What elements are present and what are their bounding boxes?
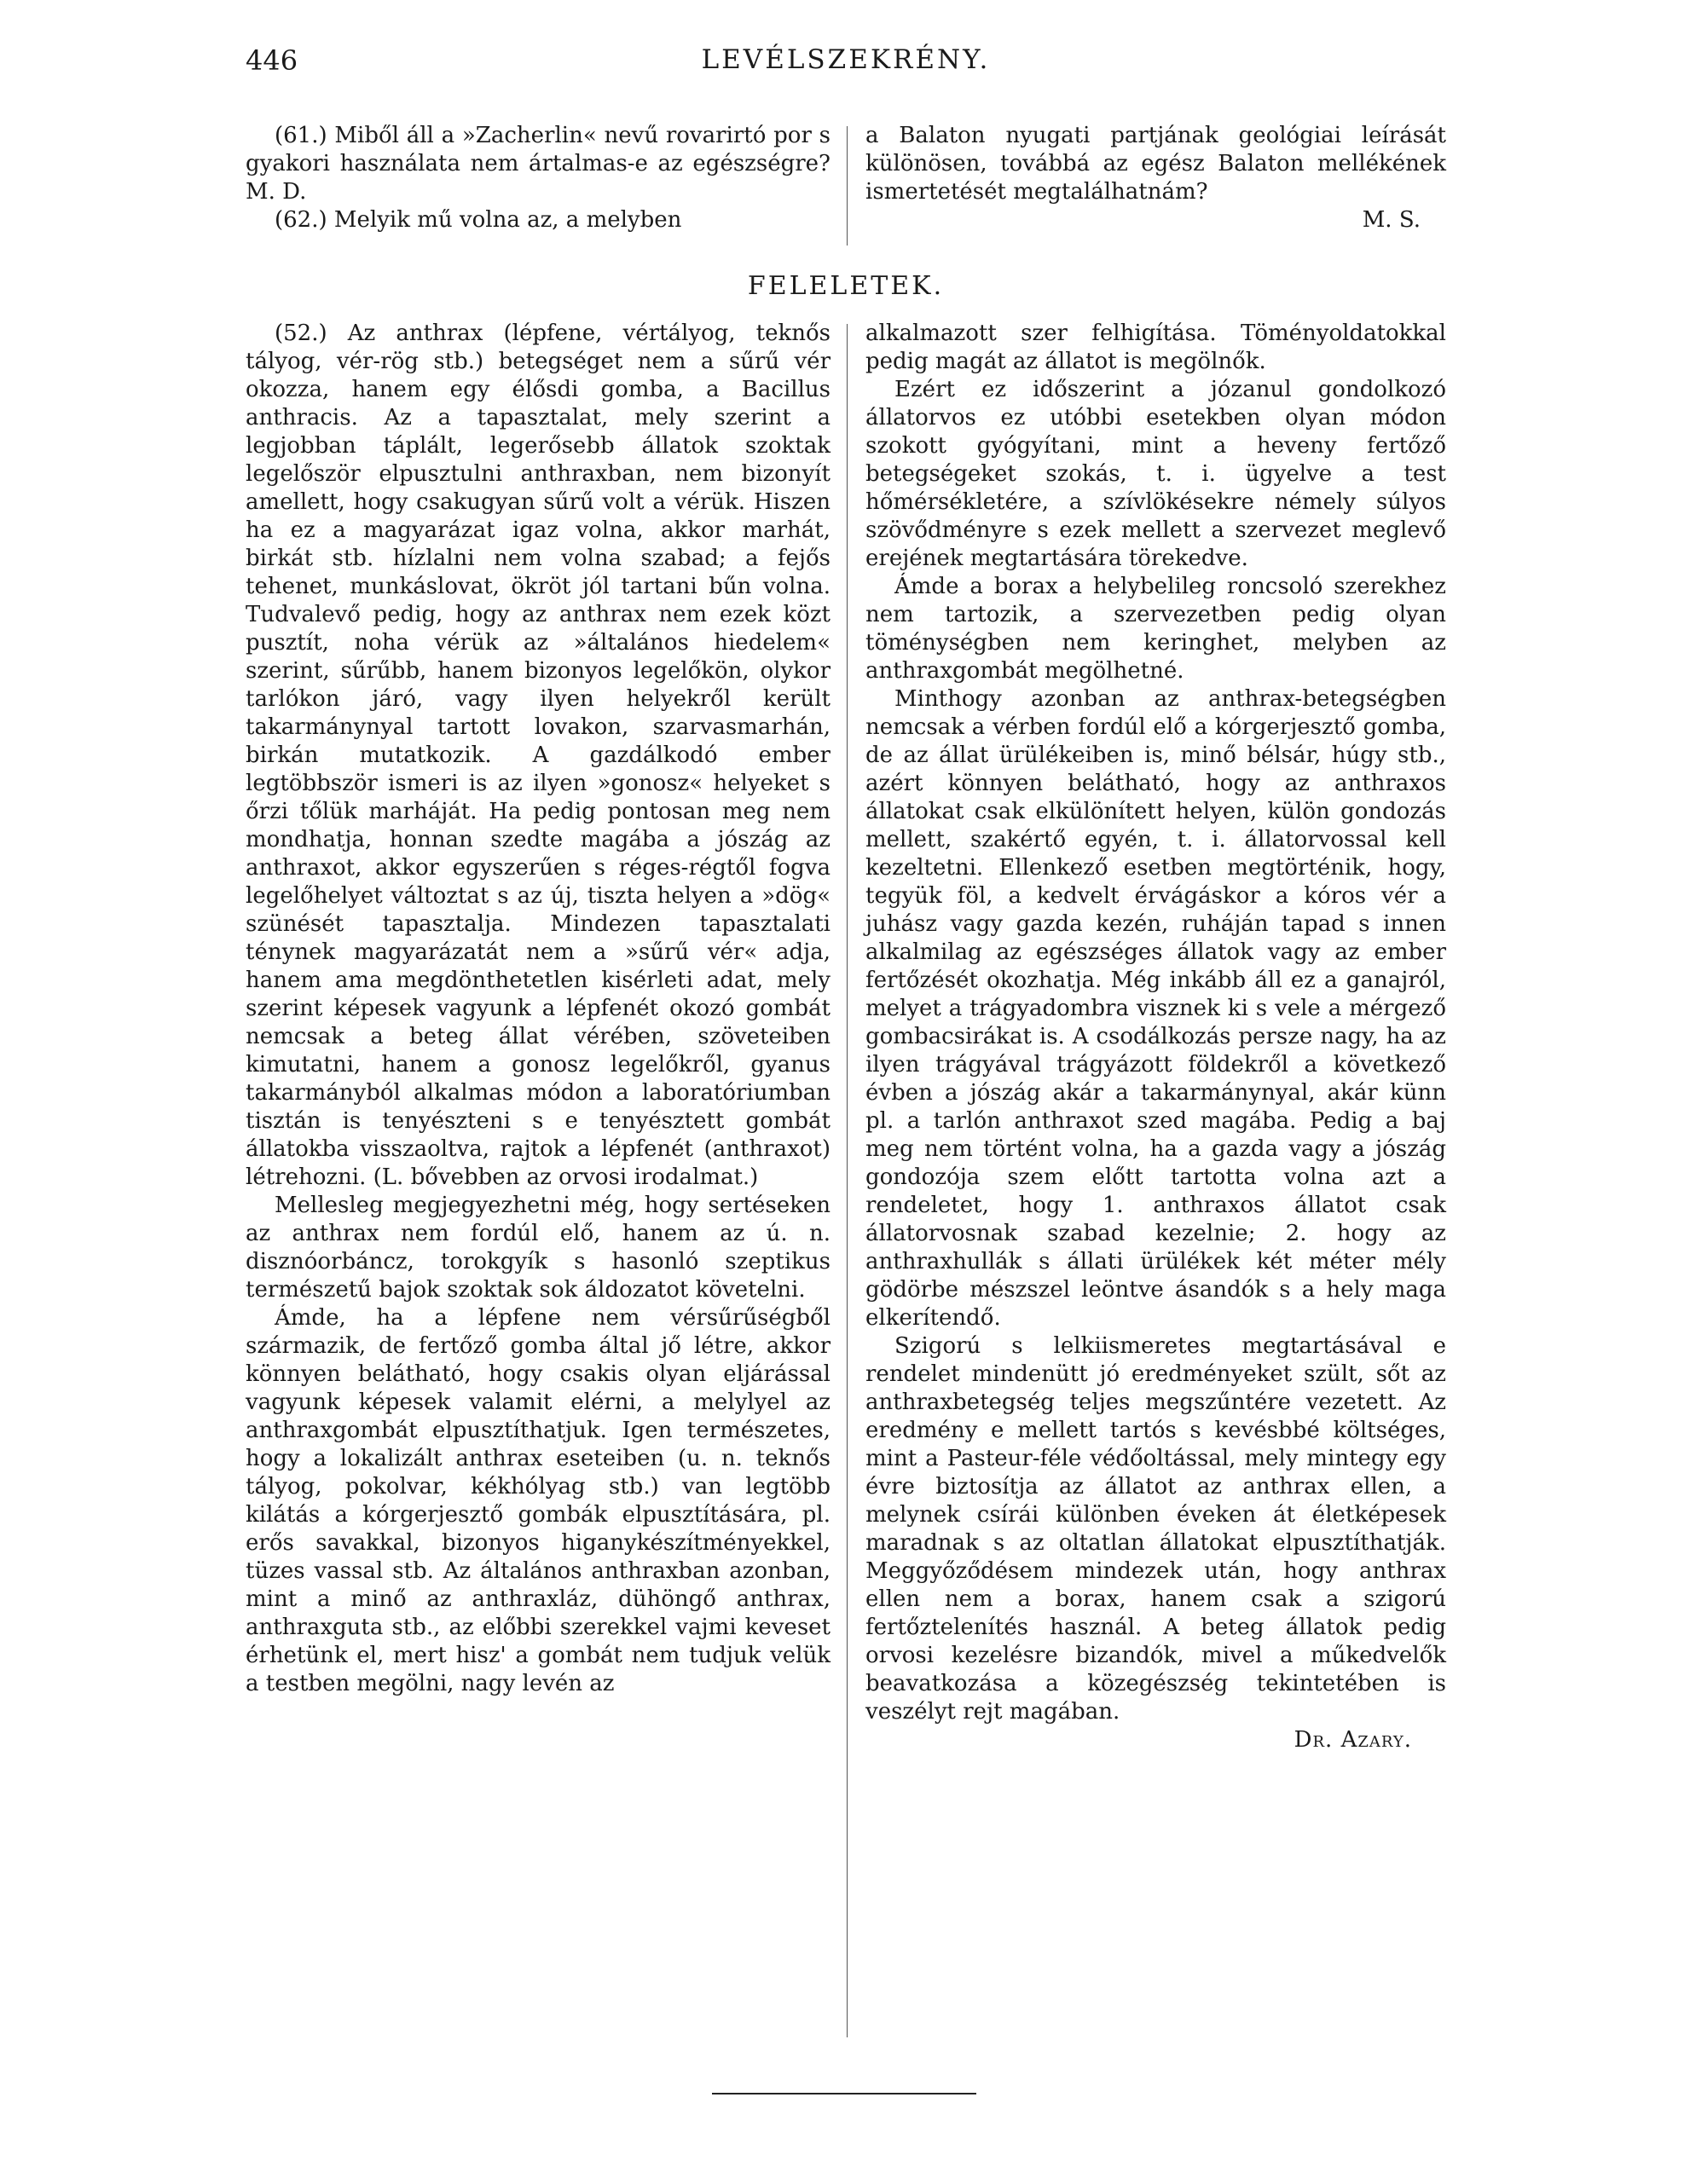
questions-right-column — [865, 122, 1446, 234]
page-header — [246, 44, 1446, 87]
column-divider-main — [847, 324, 848, 2037]
page-number: 446 — [246, 44, 298, 77]
answer-paragraph: (52.) Az anthrax (lépfene, vértályog, teknős tályog, vér-rög stb.) betegséget nem a sűrű vér okozza, hanem egy élősdi gomba, a Bacillus anthracis. Az a tapasztalat, mely szerint a legjobban táplált, legerősebb állatok szoktak legelőször elpusztulni anthraxban, nem bizonyít amellett, hogy csakugyan sűrű volt a vérük. Hiszen ha ez a magyarázat igaz volna, akkor marhát, birkát stb. hízlalni nem volna szabad; a fejős tehenet, munkáslovat, ökröt jól tartani bűn volna. Tudvalevő pedig, hogy az anthrax nem ezek közt pusztít, noha vérük az »általános hiedelem« szerint, sűrűbb, hanem bizonyos legelőkön, olykor tarlókon járó, vagy ilyen helyekről került takarmánynyal tartott lovakon, szarvasmarhán, birkán mutatkozik. A gazdálkodó ember legtöbbször ismeri is az ilyen »gonosz« helyeket s őrzi tőlük marháját. Ha pedig pontosan meg nem mondhatja, honnan szedte magába a jószág az anthraxot, akkor egyszerűen s réges-régtől fogva legelőhelyet változtat s az új, tiszta helyen a »dög« szünését tapasztalja. Mindezen tapasztalati ténynek magyarázatát nem a »sűrű vér« adja, hanem ama megdönthetetlen kisérleti adat, mely szerint képesek vagyunk a lépfenét okozó gombát nemcsak a beteg állat vérében, szöveteiben kimutatni, hanem a gonosz legelőkről, gyanus takarmányból alkalmas módon a laboratóriumban tisztán is tenyészteni s e tenyésztett gombát állatokba visszaoltva, rajtok a lépfenét (anthraxot) létrehozni. (L. bővebben az orvosi irodalmat.) — [246, 321, 831, 1190]
answer-paragraph: Szigorú s lelkiismeretes megtartásával e rendelet mindenütt jó eredményeket szült, sőt az anthraxbetegség teljes megszűntére vezetett. Az eredmény e mellett tartós s kevésbbé költséges, mint a Pasteur-féle védőoltással, mely mintegy egy évre biztosítja az állatot az anthrax ellen, a melynek csírái különben éveken át életképesek maradnak s az oltatlan állatokat elpusztíthatják. Meggyőződésem mindezek után, hogy anthrax ellen nem a borax, hanem csak a szigorú fertőztelenítés használ. A beteg állatok pedig orvosi kezelésre bizandók, mivel a műkedvelők beavatkozása a közegészség tekintetében is veszélyt rejt magában. — [865, 1333, 1446, 1725]
question-62: (62.) Melyik mű volna az, a melyben — [275, 207, 682, 233]
column-divider-top — [847, 126, 848, 246]
answers-left-column — [246, 320, 831, 1698]
answer-paragraph: alkalmazott szer felhigítása. Töményoldatokkal pedig magát az állatot is megölnők. — [865, 321, 1446, 374]
running-head: LEVÉLSZEKRÉNY. — [701, 44, 991, 75]
answer-signature: Dr. Azary. — [1294, 1727, 1412, 1753]
question-62-signature: M. S. — [1362, 207, 1421, 233]
closing-rule — [712, 2093, 976, 2094]
answers-right-column — [865, 320, 1446, 1754]
answer-paragraph: Ezért ez időszerint a józanul gondolkozó állatorvos ez utóbbi esetekben olyan módon szokott gyógyítani, mint a heveny fertőző betegségeket szokás, t. i. ügyelve a test hőmérsékletére, a szívlökésekre némely súlyos szövődményre s ezek mellett a szervezet meglevő erejének megtartására törekedve. — [865, 377, 1446, 571]
answer-paragraph: Ámde a borax a helybelileg roncsoló szerekhez nem tartozik, a szervezetben pedig olyan töménységben nem keringhet, melyben az anthraxgombát megölhetné. — [865, 574, 1446, 684]
answer-paragraph: Minthogy azonban az anthrax-betegségben nemcsak a vérben fordúl elő a kórgerjesztő gomba, de az állat ürülékeiben is, minő bélsár, húgy stb., azért könnyen belátható, hogy az anthraxos állatokat csak elkülönített helyen, külön gondozás mellett, szakértő egyén, t. i. állatorvossal kell kezeltetni. Ellenkező esetben megtörténik, hogy, tegyük föl, a kedvelt érvágáskor a kóros vér a juhász vagy gazda kezén, ruháján tapad s innen alkalmilag az egészséges állatok vagy az ember fertőzését okozhatja. Még inkább áll ez a ganajról, melyet a trágyadombra visznek ki s vele a mérgező gombacsirákat is. A csodálkozás persze nagy, ha az ilyen trágyával trágyázott földekről a következő évben a jószág akár a takarmánynyal, akár künn pl. a tarlón anthraxot szed magába. Pedig a baj meg nem történt volna, ha a gazda vagy a jószág gondozója szem előtt tartotta volna azt a rendeletet, hogy 1. anthraxos állatot csak állatorvosnak szabad kezelnie; 2. hogy az anthraxhullák s állati ürülékek két méter mély gödörbe mészszel leöntve ásandók s a hely maga elkerítendő. — [865, 686, 1446, 1331]
questions-left-column — [246, 122, 831, 234]
answer-paragraph: Mellesleg megjegyezhetni még, hogy sertéseken az anthrax nem fordúl elő, hanem az ú. n. disznóorbáncz, torokgyík s hasonló szeptikus természetű bajok szoktak sok áldozatot követelni. — [246, 1193, 831, 1303]
question-62-continued: a Balaton nyugati partjának geológiai leírását különösen, továbbá az egész Balaton mellékének ismertetését megtalálhatnám? — [865, 123, 1446, 205]
section-title: FELELETEK. — [747, 271, 945, 301]
question-61: (61.) Miből áll a »Zacherlin« nevű rovarirtó por s gyakori használata nem ártalmas-e az egészségre? M. D. — [246, 123, 831, 205]
answer-paragraph: Ámde, ha a lépfene nem vérsűrűségből származik, de fertőző gomba által jő létre, akkor könnyen belátható, hogy csakis olyan eljárással vagyunk képesek valamit elérni, a melylyel az anthraxgombát elpusztíthatjuk. Igen természetes, hogy a lokalizált anthrax eseteiben (u. n. teknős tályog, pokolvar, kékhólyag stb.) van legtöbb kilátás a kórgerjesztő gombák elpusztítására, pl. erős savakkal, bizonyos higanykészítményekkel, tüzes vassal stb. Az általános anthraxban azonban, mint a minő az anthraxláz, dühöngő anthrax, anthraxguta stb., az előbbi szerekkel vajmi keveset érhetünk el, mert hisz' a gombát nem tudjuk velük a testben megölni, nagy levén az — [246, 1305, 831, 1696]
